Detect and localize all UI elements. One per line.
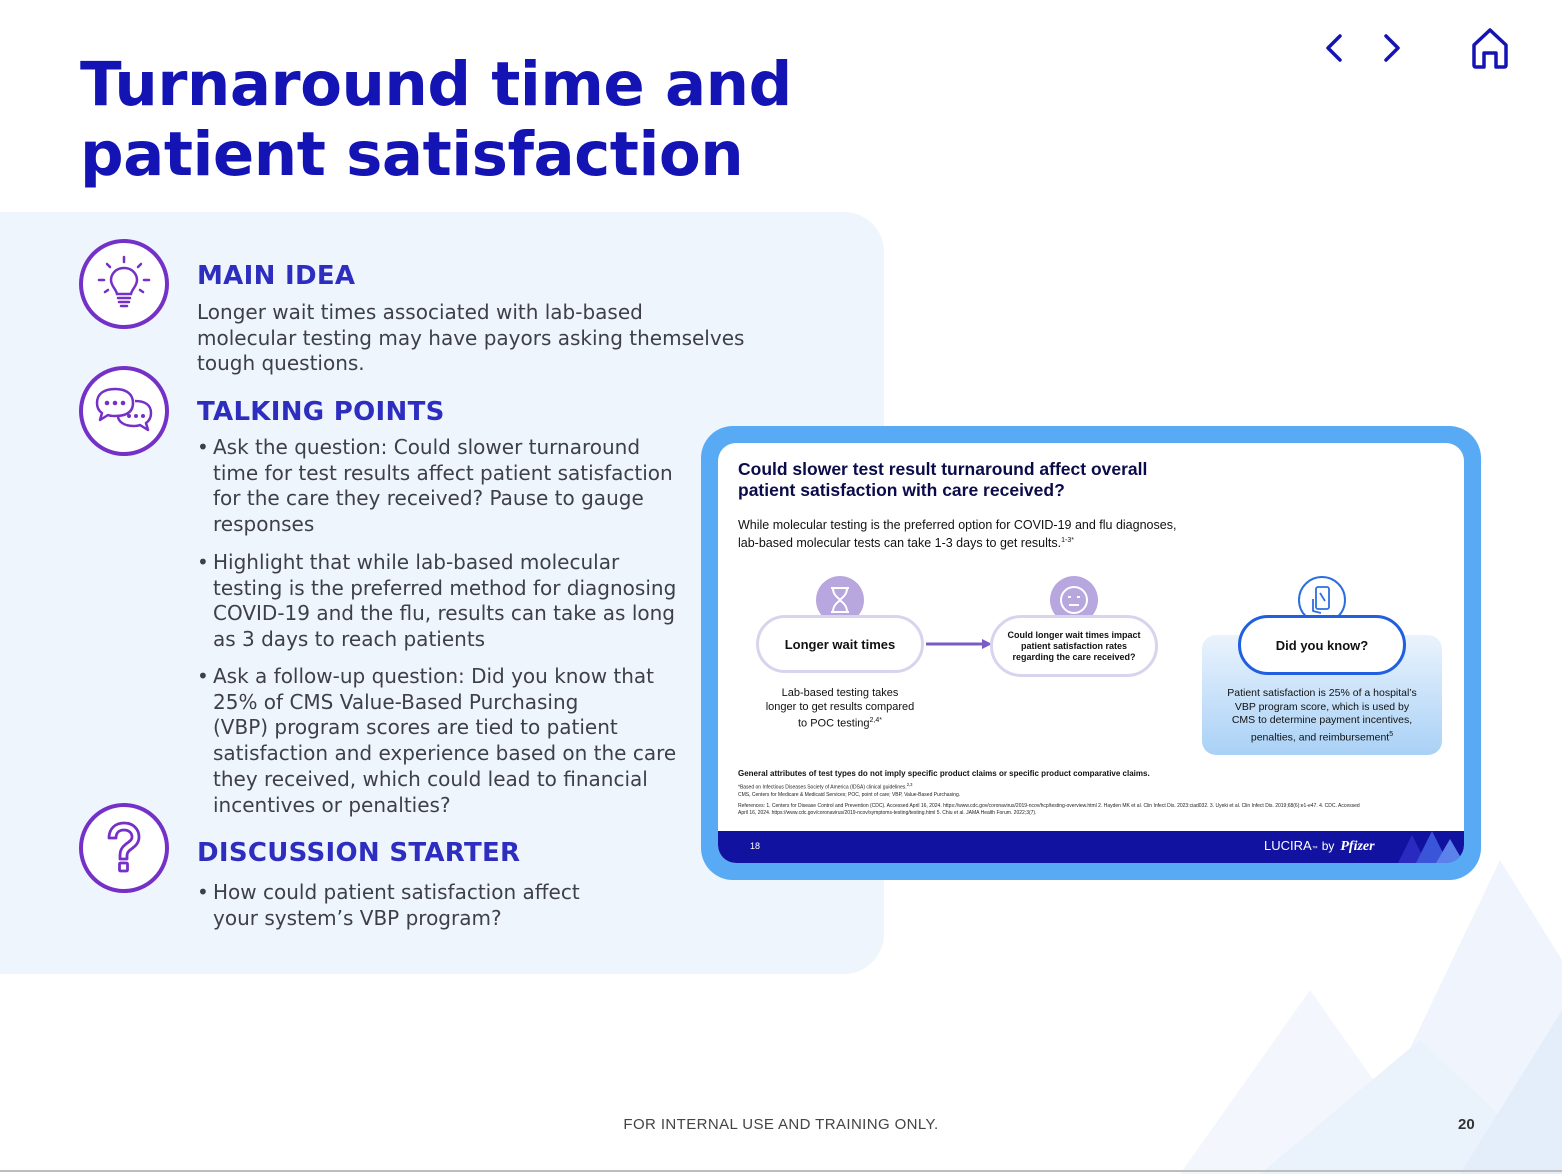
question-mark-icon-circle bbox=[79, 803, 169, 893]
text-line: VBP program score, which is used by bbox=[1234, 700, 1410, 713]
wait-times-note bbox=[748, 687, 932, 731]
text-line: patient satisfaction with care received? bbox=[738, 480, 1065, 500]
title-line: Turnaround time and bbox=[80, 49, 792, 120]
text-line: Could slower test result turnaround affect overall bbox=[738, 459, 1148, 479]
text-line: tough questions. bbox=[197, 351, 365, 375]
question-pill bbox=[990, 615, 1158, 677]
discussion-starter-heading: DISCUSSION STARTER bbox=[197, 838, 521, 868]
text-line: responses bbox=[213, 512, 315, 537]
brand-name: LUCIRA bbox=[1264, 838, 1312, 853]
bottom-divider bbox=[0, 1170, 1562, 1172]
arrow-right-icon bbox=[924, 637, 994, 651]
main-idea-text bbox=[197, 300, 744, 377]
text-line: to POC testing bbox=[797, 717, 870, 730]
did-you-know-note bbox=[1206, 687, 1438, 745]
text-line: • Ask the question: Could slower turnaround bbox=[213, 435, 641, 459]
text-line: 25% of CMS Value-Based Purchasing bbox=[213, 689, 579, 714]
text-line: lab-based molecular tests can take 1-3 days to get results. bbox=[738, 536, 1062, 551]
chat-bubbles-icon bbox=[91, 383, 157, 439]
slide-footnote bbox=[738, 781, 1438, 799]
superscript: 2,3 bbox=[906, 782, 913, 787]
text-line: molecular testing may have payors asking themselves bbox=[197, 325, 745, 350]
superscript: 1-3* bbox=[1061, 537, 1074, 544]
longer-wait-times-pill: Longer wait times bbox=[756, 615, 924, 673]
text-line: your system’s VBP program? bbox=[213, 905, 502, 930]
text-line: *Based on Infectious Diseases Society of America (IDSA) clinical guidelines. bbox=[738, 784, 907, 791]
text-line: CMS, Centers for Medicare & Medicaid Services; POC, point of care; VBP, Value-Based Purchasing. bbox=[738, 791, 961, 798]
talking-point-item bbox=[197, 664, 676, 818]
slide-thumbnail-frame bbox=[701, 426, 1481, 880]
slide-subtitle bbox=[738, 518, 1218, 551]
text-line: time for test results affect patient satisfaction bbox=[213, 460, 673, 485]
text-line: incentives or penalties? bbox=[213, 792, 451, 817]
brand-logo bbox=[1264, 838, 1375, 855]
text-line: as 3 days to reach patients bbox=[213, 627, 486, 652]
text-line: • Ask a follow-up question: Did you know that bbox=[213, 664, 655, 688]
text-line: satisfaction and experience based on the care bbox=[213, 741, 677, 766]
previous-button[interactable] bbox=[1312, 26, 1356, 70]
slide-title bbox=[738, 459, 1208, 501]
question-mark-icon bbox=[99, 818, 149, 878]
confidentiality-footer: FOR INTERNAL USE AND TRAINING ONLY. bbox=[623, 1116, 939, 1133]
home-icon bbox=[1469, 26, 1511, 70]
text-line: for the care they received? Pause to gauge bbox=[213, 486, 644, 511]
title-line: patient satisfaction bbox=[80, 119, 744, 190]
talking-point-item bbox=[197, 435, 673, 538]
chat-bubbles-icon-circle bbox=[79, 366, 169, 456]
did-you-know-pill: Did you know? bbox=[1238, 615, 1406, 675]
slide-thumbnail bbox=[718, 443, 1464, 863]
brand-by: by bbox=[1321, 839, 1335, 853]
text-line: Could longer wait times impact bbox=[1007, 629, 1141, 640]
page-number: 20 bbox=[1458, 1116, 1475, 1133]
talking-point-item bbox=[197, 550, 676, 653]
text-line: April 16, 2024. https://www.cdc.gov/coronavirus/2019-ncov/symptoms-testing/testing.html 5. Chiu et al. JAMA Health Forum. 2022;3(7). bbox=[738, 810, 1037, 816]
text-line: COVID-19 and the flu, results can take as long bbox=[213, 601, 675, 626]
chevron-left-icon bbox=[1320, 32, 1348, 64]
partner-logo-text: Pfizer bbox=[1340, 839, 1375, 854]
text-line: regarding the care received? bbox=[1012, 651, 1136, 662]
text-line: (VBP) program scores are tied to patient bbox=[213, 715, 618, 740]
slide-references bbox=[738, 803, 1438, 817]
slide-footer-bar bbox=[718, 831, 1464, 863]
text-line: Patient satisfaction is 25% of a hospital’s bbox=[1227, 687, 1417, 699]
slide-disclaimer: General attributes of test types do not imply specific product claims or specific product comparative claims. bbox=[738, 769, 1150, 778]
text-line: they received, which could lead to financial bbox=[213, 766, 648, 791]
chevron-right-icon bbox=[1378, 32, 1406, 64]
text-line: patient satisfaction rates bbox=[1020, 640, 1128, 651]
talking-points-heading: TALKING POINTS bbox=[197, 397, 445, 427]
home-button[interactable] bbox=[1466, 24, 1514, 72]
text-line: While molecular testing is the preferred option for COVID-19 and flu diagnoses, bbox=[738, 518, 1177, 532]
text-line: penalties, and reimbursement bbox=[1250, 731, 1390, 743]
lightbulb-icon bbox=[93, 253, 155, 315]
main-idea-heading: MAIN IDEA bbox=[197, 261, 356, 291]
text-line: Longer wait times associated with lab-based bbox=[197, 300, 643, 324]
text-line: References: 1. Centers for Disease Control and Prevention (CDC). Accessed April 16, 2024. https://www.cdc.gov/coronavirus/2019-ncov/hcp/testing-overview.html 2. Hayden MK et al. Clin Infect Dis. 2023:ciad032. 3. Uyeki et al. Clin Infect Dis. 2019;68(6):e1-e47. 4. CDC. Accessed bbox=[738, 803, 1360, 809]
text-line: CMS to determine payment incentives, bbox=[1231, 714, 1413, 726]
discussion-item bbox=[197, 880, 580, 931]
text-line: testing is the preferred method for diagnosing bbox=[213, 575, 677, 600]
superscript: 5 bbox=[1389, 730, 1394, 738]
slide-number: 18 bbox=[750, 841, 761, 851]
footer-triangles bbox=[1398, 831, 1464, 863]
text-line: Lab-based testing takes bbox=[781, 687, 899, 699]
next-button[interactable] bbox=[1370, 26, 1414, 70]
text-line: • Highlight that while lab-based molecular bbox=[213, 550, 620, 574]
text-line: longer to get results compared bbox=[765, 700, 915, 713]
trademark: ™ bbox=[1311, 846, 1318, 852]
page-title bbox=[80, 50, 840, 190]
text-line: • How could patient satisfaction affect bbox=[213, 880, 580, 904]
superscript: 2,4* bbox=[869, 717, 882, 724]
lightbulb-icon-circle bbox=[79, 239, 169, 329]
